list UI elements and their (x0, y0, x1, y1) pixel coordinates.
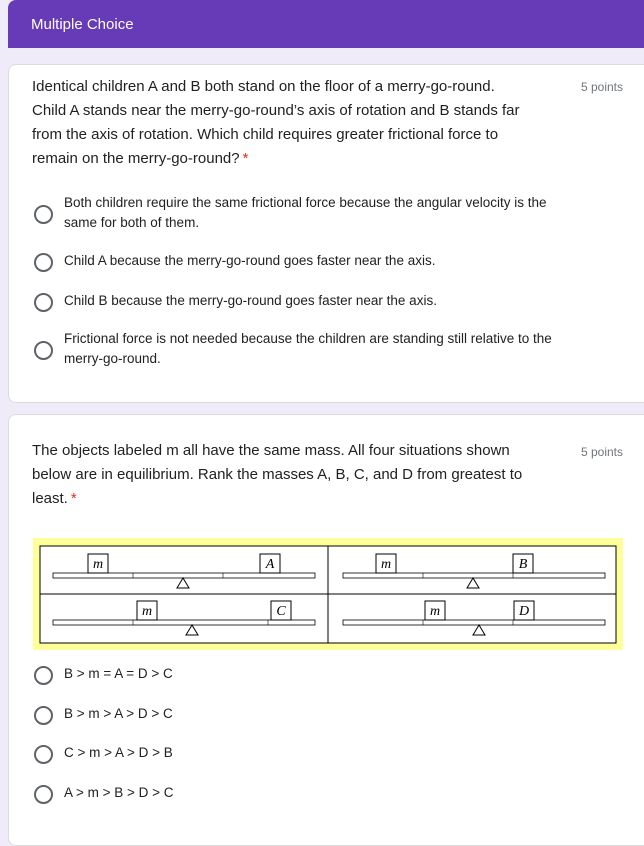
question-2-line-2: below are in equilibrium. Rank the masses A, B, C, and D from greatest to (32, 466, 523, 483)
radio-button[interactable] (34, 666, 53, 685)
lever-beam (53, 620, 315, 625)
radio-button[interactable] (34, 253, 53, 272)
radio-button[interactable] (34, 745, 53, 764)
equilibrium-figure (33, 538, 623, 650)
mass-m-label: m (92, 557, 104, 572)
q2-option-2-label: B > m > A > D > C (64, 706, 173, 721)
q2-option-4-label: A > m > B > D > C (64, 785, 174, 800)
mass-d-label: D (518, 604, 530, 619)
question-1-line-3: from the axis of rotation. Which child requires greater frictional force to (32, 126, 499, 143)
q2-option-3[interactable] (9, 743, 644, 765)
radio-button[interactable] (34, 205, 53, 224)
section-title: Multiple Choice (31, 16, 134, 33)
lever-beam (343, 620, 605, 625)
radio-button[interactable] (34, 706, 53, 725)
mass-c-label: C (276, 604, 286, 619)
question-2-text (32, 439, 562, 511)
q1-option-4-line-1: Frictional force is not needed because the children are standing still relative to the (64, 331, 552, 346)
required-asterisk: * (242, 150, 249, 167)
question-2-line-1: The objects labeled m all have the same mass. All four situations shown (32, 442, 510, 459)
mass-b-label: B (518, 557, 528, 572)
q1-option-3[interactable] (9, 291, 644, 313)
section-header (8, 0, 644, 48)
q1-option-4-line-2: merry-go-round. (64, 351, 161, 366)
q2-option-4[interactable] (9, 783, 644, 805)
mass-m-label: m (380, 557, 392, 572)
radio-button[interactable] (34, 785, 53, 804)
q2-option-3-label: C > m > A > D > B (64, 745, 173, 760)
q2-option-2[interactable] (9, 704, 644, 726)
q1-option-2[interactable] (9, 251, 644, 273)
lever-beam (53, 573, 315, 578)
mass-a-label: A (265, 557, 275, 572)
q1-option-1[interactable] (9, 193, 644, 237)
q1-option-4[interactable] (9, 329, 644, 373)
q1-option-3-label: Child B because the merry-go-round goes faster near the axis. (64, 293, 437, 308)
question-1-line-2: Child A stands near the merry-go-round’s axis of rotation and B stands far (32, 102, 520, 119)
q2-option-1[interactable] (9, 664, 644, 686)
question-1-line-4: remain on the merry-go-round? (32, 150, 240, 167)
radio-button[interactable] (34, 341, 53, 360)
q1-option-1-line-2: same for both of them. (64, 215, 200, 230)
q1-option-1-line-1: Both children require the same frictional force because the angular velocity is the (64, 195, 547, 210)
q1-option-2-label: Child A because the merry-go-round goes faster near the axis. (64, 253, 436, 268)
lever-beam (343, 573, 605, 578)
mass-m-label: m (429, 604, 441, 619)
q2-option-1-label: B > m = A = D > C (64, 666, 173, 681)
question-2-line-3: least. (32, 490, 68, 507)
question-1-line-1: Identical children A and B both stand on the floor of a merry-go-round. (32, 78, 495, 95)
question-card-1 (8, 64, 644, 403)
mass-m-label: m (141, 604, 153, 619)
question-card-2 (8, 414, 644, 846)
question-2-points: 5 points (580, 445, 623, 459)
required-asterisk: * (70, 490, 77, 507)
radio-button[interactable] (34, 293, 53, 312)
question-1-text (32, 75, 562, 171)
question-1-points: 5 points (580, 80, 623, 94)
